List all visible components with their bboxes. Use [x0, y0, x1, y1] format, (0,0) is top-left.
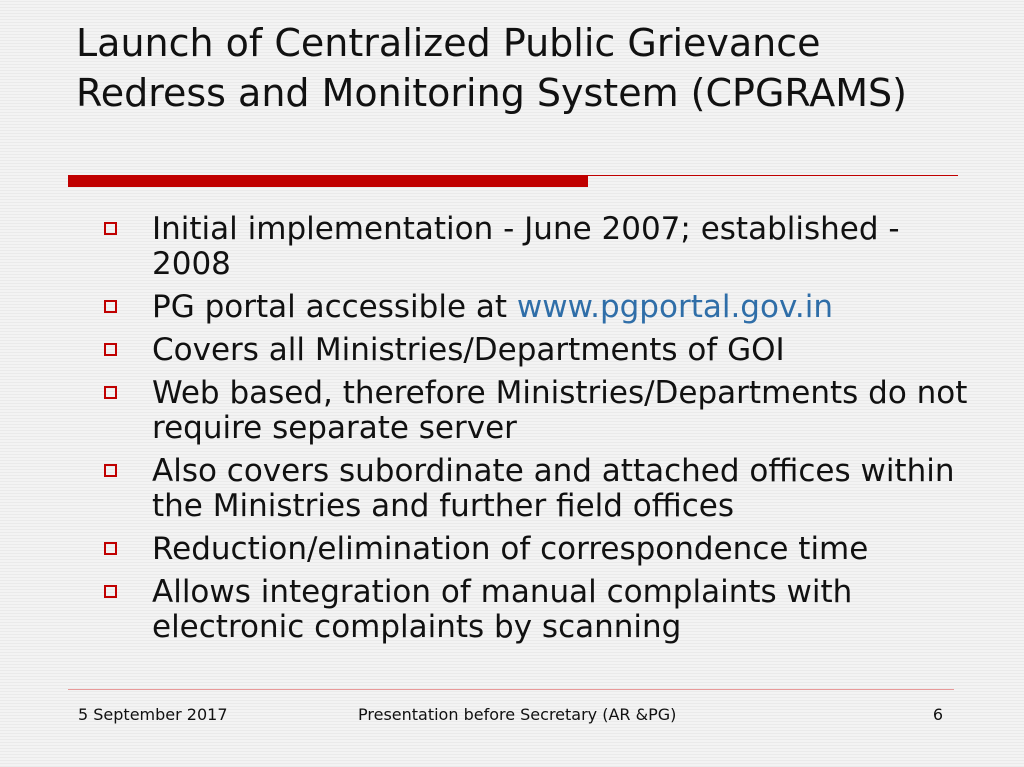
bullet-text: Reduction/elimination of correspondence time	[152, 531, 869, 567]
bullet-text: Allows integration of manual complaints with electronic complaints by scanning	[152, 574, 853, 645]
bullet-text: Initial implementation - June 2007; established - 2008	[152, 211, 900, 282]
pg-portal-link[interactable]: www.pgportal.gov.in	[516, 289, 834, 325]
bullet-text: PG portal accessible at	[152, 289, 517, 325]
title-underline-thin	[588, 175, 958, 176]
bullet-text: Web based, therefore Ministries/Departments do not require separate server	[152, 375, 968, 446]
bullet-item	[100, 575, 970, 645]
slide-title: Launch of Centralized Public Grievance Redress and Monitoring System (CPGRAMS)	[76, 21, 907, 115]
square-bullet-icon	[104, 343, 117, 356]
bullet-list	[100, 212, 970, 653]
title-underline-thick	[68, 175, 588, 187]
footer-presentation-title: Presentation before Secretary (AR &PG)	[358, 705, 677, 724]
square-bullet-icon	[104, 386, 117, 399]
square-bullet-icon	[104, 300, 117, 313]
bullet-item	[100, 333, 970, 368]
square-bullet-icon	[104, 222, 117, 235]
page-number: 6	[932, 705, 943, 724]
bullet-item	[100, 290, 970, 325]
footer-date: 5 September 2017	[78, 705, 228, 724]
bullet-item	[100, 532, 970, 567]
footer-divider	[68, 689, 954, 690]
bullet-item	[100, 454, 970, 524]
bullet-text: Covers all Ministries/Departments of GOI	[152, 332, 785, 368]
bullet-text: Also covers subordinate and attached offices within the Ministries and further field offices	[152, 453, 955, 524]
bullet-item	[100, 212, 970, 282]
bullet-item	[100, 376, 970, 446]
square-bullet-icon	[104, 464, 117, 477]
square-bullet-icon	[104, 585, 117, 598]
square-bullet-icon	[104, 542, 117, 555]
